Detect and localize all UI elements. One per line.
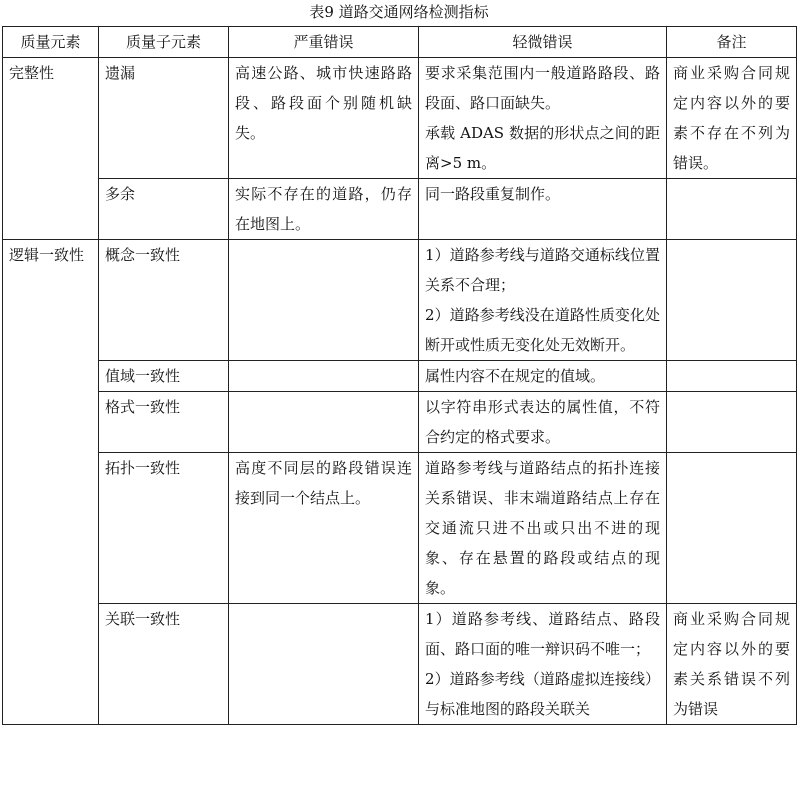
minor-error-line: 同一路段重复制作。 <box>425 185 561 203</box>
table-row <box>3 240 797 361</box>
minor-error-cell <box>419 604 667 725</box>
note-cell <box>667 392 797 453</box>
minor-error-cell <box>419 453 667 604</box>
sub-element-cell: 格式一致性 <box>99 392 229 453</box>
note-line: 商业采购合同规定内容以外的要素不存在不列为错误。 <box>673 64 790 172</box>
table-row <box>3 453 797 604</box>
serious-error-cell <box>229 453 419 604</box>
table-header <box>3 27 797 58</box>
table-row <box>3 392 797 453</box>
note-line: 商业采购合同规定内容以外的要素关系错误不列为错误 <box>673 610 790 718</box>
table-body <box>3 58 797 725</box>
serious-error-line: 高度不同层的路段错误连接到同一个结点上。 <box>235 459 412 507</box>
minor-error-line: 道路参考线与道路结点的拓扑连接关系错误、非末端道路结点上存在交通流只进不出或只出不进的现象、存在悬置的路段或结点的现象。 <box>425 459 660 597</box>
table-row <box>3 361 797 392</box>
header-sub-element: 质量子元素 <box>99 27 229 58</box>
note-cell <box>667 453 797 604</box>
serious-error-line: 实际不存在的道路，仍存在地图上。 <box>235 185 412 233</box>
minor-error-line: 1）道路参考线与道路交通标线位置关系不合理； <box>425 246 660 294</box>
quality-element-cell: 逻辑一致性 <box>3 240 99 725</box>
serious-error-cell <box>229 179 419 240</box>
table-row <box>3 58 797 179</box>
sub-element-cell: 多余 <box>99 179 229 240</box>
table-row <box>3 604 797 725</box>
sub-element-cell: 值域一致性 <box>99 361 229 392</box>
table-row <box>3 179 797 240</box>
quality-element-cell: 完整性 <box>3 58 99 240</box>
header-note: 备注 <box>667 27 797 58</box>
header-quality-element: 质量元素 <box>3 27 99 58</box>
serious-error-line: 高速公路、城市快速路路段、路段面个别随机缺失。 <box>235 64 412 142</box>
note-cell <box>667 240 797 361</box>
sub-element-cell: 概念一致性 <box>99 240 229 361</box>
minor-error-line: 要求采集范围内一般道路路段、路段面、路口面缺失。 <box>425 64 660 112</box>
serious-error-cell <box>229 604 419 725</box>
minor-error-cell <box>419 58 667 179</box>
serious-error-cell <box>229 58 419 179</box>
quality-table <box>2 26 797 725</box>
minor-error-line: 属性内容不在规定的值域。 <box>425 367 606 385</box>
serious-error-cell <box>229 361 419 392</box>
note-cell <box>667 179 797 240</box>
sub-element-cell: 遗漏 <box>99 58 229 179</box>
sub-element-cell: 关联一致性 <box>99 604 229 725</box>
note-cell <box>667 361 797 392</box>
minor-error-cell <box>419 240 667 361</box>
header-row <box>3 27 797 58</box>
minor-error-line: 2）道路参考线（道路虚拟连接线）与标准地图的路段关联关 <box>425 670 660 718</box>
header-serious-error: 严重错误 <box>229 27 419 58</box>
minor-error-line: 1）道路参考线、道路结点、路段面、路口面的唯一辩识码不唯一； <box>425 610 660 658</box>
serious-error-cell <box>229 392 419 453</box>
note-cell <box>667 58 797 179</box>
note-cell <box>667 604 797 725</box>
minor-error-line: 承载 ADAS 数据的形状点之间的距离>5 m。 <box>425 124 660 172</box>
sub-element-cell: 拓扑一致性 <box>99 453 229 604</box>
minor-error-cell <box>419 361 667 392</box>
minor-error-line: 2）道路参考线没在道路性质变化处断开或性质无变化处无效断开。 <box>425 306 660 354</box>
table-caption: 表9 道路交通网络检测指标 <box>309 3 489 21</box>
header-minor-error: 轻微错误 <box>419 27 667 58</box>
minor-error-cell <box>419 179 667 240</box>
serious-error-cell <box>229 240 419 361</box>
minor-error-line: 以字符串形式表达的属性值，不符合约定的格式要求。 <box>425 398 660 446</box>
minor-error-cell <box>419 392 667 453</box>
